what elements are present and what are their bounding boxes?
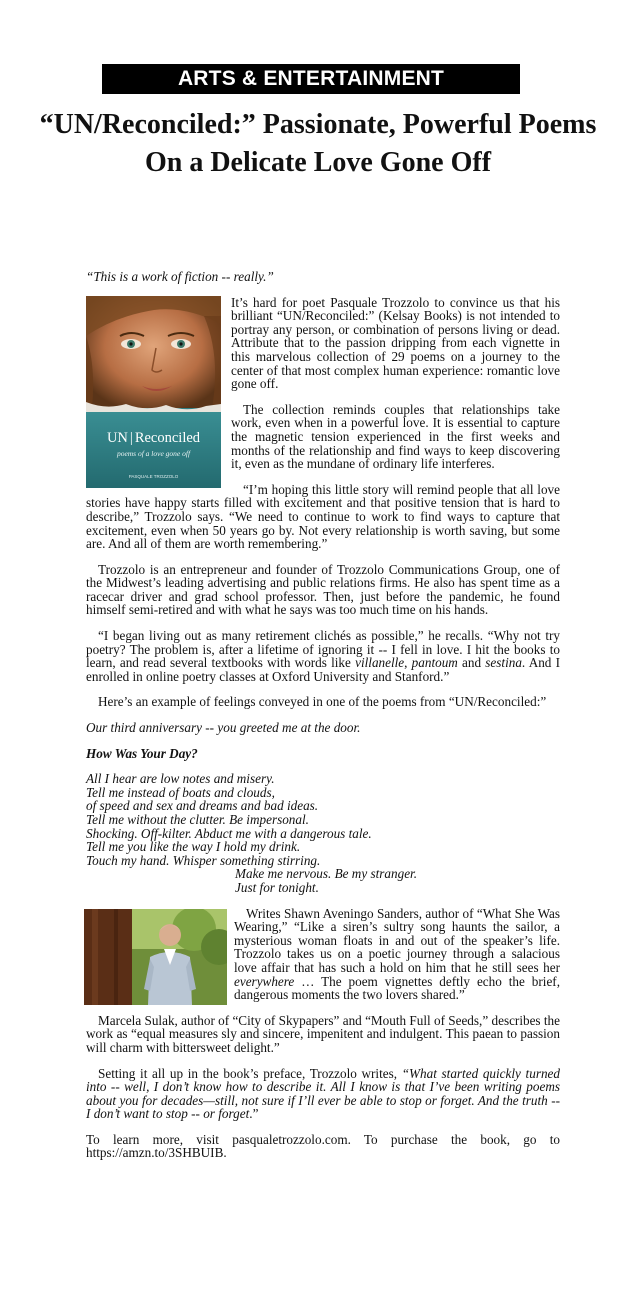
poem-body	[86, 772, 560, 894]
paragraph-bio: Trozzolo is an entrepreneur and founder of Trozzolo Communications Group, one of the Midwest’s leading advertising and public relations firms. He also has spent time as a racecar driver and grad school professor. Then, just before the pandemic, he found himself semi-retired and with what he says was too much time on his hands.	[86, 561, 560, 618]
poem-line: Tell me you like the way I hold my drink.	[86, 839, 301, 855]
poem-line: of speed and sex and dreams and bad ideas.	[86, 798, 319, 814]
book-title: UN | Reconciled	[106, 429, 201, 446]
poem-line: Tell me instead of boats and clouds,	[86, 784, 275, 800]
author-photo	[84, 909, 227, 1005]
poem-title: How Was Your Day?	[86, 745, 198, 761]
poem-line: Just for tonight.	[235, 879, 319, 895]
epigraph: “This is a work of fiction -- really.”	[86, 269, 274, 284]
poem-dedication: Our third anniversary -- you greeted me at the door.	[86, 720, 361, 736]
paragraph-sulak: Marcela Sulak, author of “City of Skypapers” and “Mouth Full of Seeds,” describes the work as “equal measures sly and sincere, impenitent and indulgent. This paean to passion will charm with bittersweet delight.”	[86, 1012, 560, 1055]
paragraph-preface: Setting it all up in the book’s preface, Trozzolo writes, “What started quickly turned into -- well, I don’t know how to describe it. All I know is that I’ve been writing poems about you for decades—still, not sure if I’ll ever be able to stop or forget. And the truth -- I don’t want to stop -- or forget.”	[86, 1065, 560, 1122]
poem-line: Shocking. Off-kilter. Abduct me with a dangerous tale.	[86, 825, 372, 841]
paragraph-intro: UN | Reconciled poems of a love gone off PASQUALE TROZZOLO It’s hard for poet Pasquale Trozzolo to convince us that his brilliant “UN/Reconciled:” (Kelsay Books) is not intended to portray any person, or combination of persons living or dead. Attribute that to the passion dripping from each vignette in this marvelous collection of 29 poems on a journey to the center of that most complex human experience: romantic love gone off.	[86, 296, 560, 391]
paragraph-learn-more: To learn more, visit pasqualetrozzolo.com. To purchase the book, go to https://amzn.to/3SHBUIB.	[86, 1131, 560, 1161]
headline-line-2: On a Delicate Love Gone Off	[144, 147, 492, 178]
poem-line: Touch my hand. Whisper something stirring.	[86, 852, 321, 868]
article-headline	[10, 106, 626, 182]
paragraph-retirement: “I began living out as many retirement clichés as possible,” he recalls. “Why not try poetry? The problem is, after a lifetime of ignoring it -- I fell in love. I hit the books to learn, and read several textbooks with words like villanelle, pantoum and sestina. And I enrolled in online poetry classes at Oxford University and Stanford.”	[86, 628, 560, 684]
paragraph-quote-hoping: “I’m hoping this little story will remind people that all love stories have happy starts filled with excitement and that positive tension that is hard to describe,” Trozzolo says. “We need to continue to work to find ways to capture that excitement, even when 50 years go by. Not every relationship is worth saving, but some are. And all of them are worth remembering.”	[86, 481, 560, 552]
book-author: PASQUALE TROZZOLO	[128, 473, 179, 479]
paragraph-example-intro: Here’s an example of feelings conveyed in one of the poems from “UN/Reconciled:”	[98, 694, 547, 710]
paragraph-collection: The collection reminds couples that relationships take work, even when in a powerful love. It is essential to capture the magnetic tension experienced in the first weeks and months of the relationship and find ways to keep discovering it, even as the mundane of ordinary life interferes.	[231, 401, 560, 472]
poem-line: Make me nervous. Be my stranger.	[235, 866, 418, 882]
paragraph-sanders: Writes Shawn Aveningo Sanders, author of “What She Was Wearing,” “Like a siren’s sultry song haunts the sailor, a mysterious woman floats in and out of the speaker’s life. Trozzolo takes us on a poetic journey through a salacious love affair that has such a hold on him that he still sees her everywhere … The poem vignettes deftly echo the brief, dangerous moments the two lovers shared.”	[86, 907, 560, 1002]
headline-line-1: “UN/Reconciled:” Passionate, Powerful Poems	[39, 109, 597, 140]
article-body	[86, 270, 560, 1172]
book-cover-image	[86, 296, 221, 488]
book-subtitle: poems of a love gone off	[116, 448, 191, 458]
poem-line: Tell me without the clutter. Be impersonal.	[86, 812, 309, 827]
poem-line: All I hear are low notes and misery.	[86, 771, 275, 787]
section-header: ARTS & ENTERTAINMENT	[102, 64, 520, 94]
